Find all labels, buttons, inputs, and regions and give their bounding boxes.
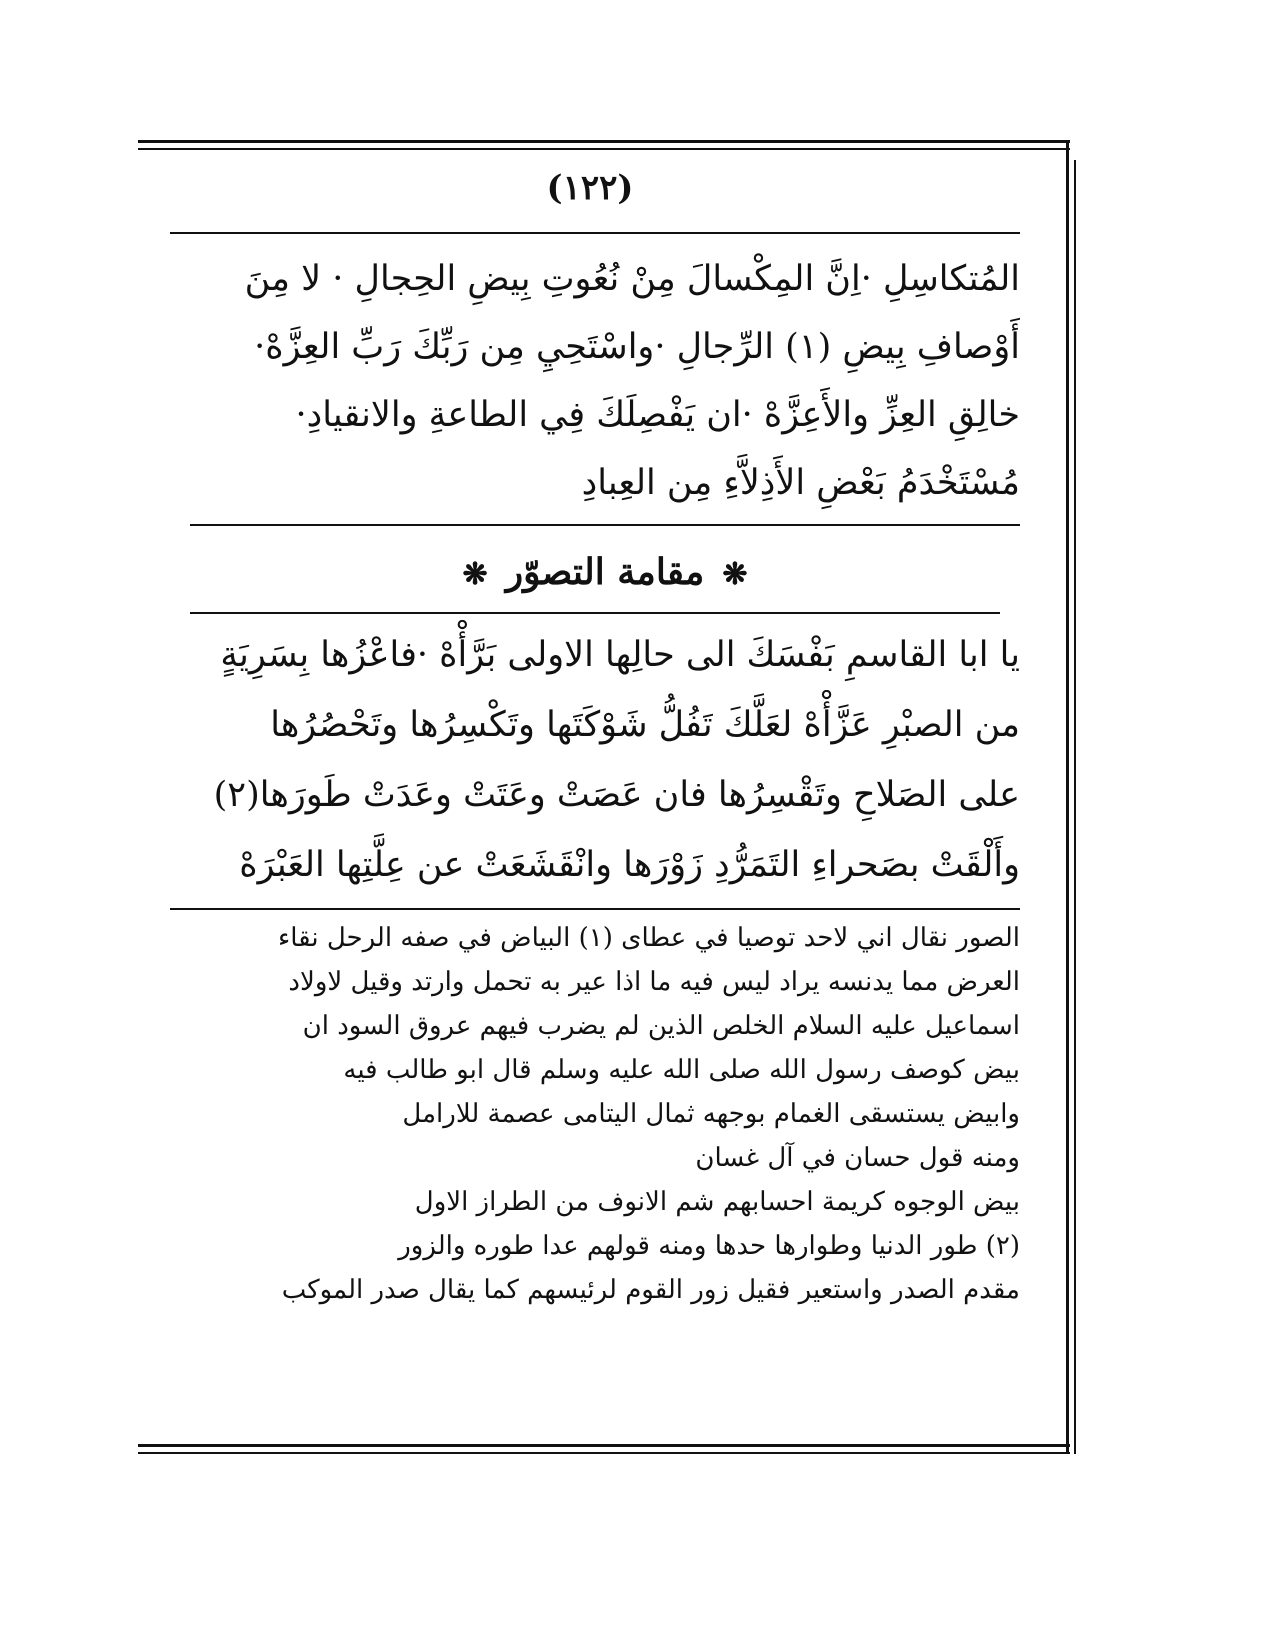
footnote-line: بيض كوصف رسول الله صلى الله عليه وسلم قال ابو طالب فيه <box>343 1055 1020 1085</box>
footnote-verse-line: بيض الوجوه كريمة احسابهم شم الانوف من الطراز الاول <box>414 1187 1020 1217</box>
section-divider-top <box>190 524 1020 526</box>
body-text <box>168 620 1020 900</box>
footnotes <box>168 916 1020 1312</box>
text-line: المُتكاسِلِ ·اِنَّ المِكْسالَ مِنْ نُعُوتِ بِيضِ الحِجالِ · لا مِنَ <box>244 259 1020 299</box>
ornament-icon: ❋ <box>462 557 488 592</box>
ornament-icon: ❋ <box>722 557 748 592</box>
footnote-line: (٢) طور الدنيا وطوارها حدها ومنه قولهم عدا طوره والزور <box>398 1231 1020 1261</box>
footnote-divider <box>170 908 1020 910</box>
frame-right-rule <box>1066 140 1069 1454</box>
section-title <box>190 540 1020 604</box>
footnote-line: مقدم الصدر واستعير فقيل زور القوم لرئيسهم كما يقال صدر الموكب <box>281 1275 1020 1305</box>
text-line: من الصبْرِ عَزَّأْهْ لعَلَّكَ تَفُلُّ شَوْكَتَها وتَكْسِرُها وتَحْصُرُها <box>270 705 1020 745</box>
header-divider <box>170 232 1020 234</box>
frame-top-rule <box>138 140 1070 143</box>
footnote-line: ومنه قول حسان في آل غسان <box>695 1143 1020 1173</box>
footnote-line: الصور نقال اني لاحد توصيا في عطاى (١) البياض في صفه الرحل نقاء <box>278 923 1020 953</box>
frame-right-rule-outer <box>1074 160 1076 1454</box>
footnote-line: العرض مما يدنسه يراد ليس فيه ما اذا عير به تحمل وارتد وقيل لاولاد <box>288 967 1020 997</box>
text-line: يا ابا القاسمِ بَفْسَكَ الى حالِها الاولى بَرَّأْهْ ·فاعْزُها بِسَرِيَةٍ <box>220 635 1020 675</box>
footnote-line: اسماعيل عليه السلام الخلص الذين لم يضرب فيهم عروق السود ان <box>302 1011 1020 1041</box>
text-line: أَوْصافِ بِيضِ (١) الرِّجالِ ·واسْتَحِيِ مِن رَبِّكَ رَبِّ العِزَّهْ· <box>254 327 1020 367</box>
frame-top-rule-inner <box>138 148 1070 150</box>
frame-bottom-rule-inner <box>138 1452 1070 1454</box>
text-line: مُسْتَخْدَمُ بَعْضِ الأَذِلاَّءِ مِن العِبادِ <box>581 463 1020 503</box>
continuation-text <box>168 245 1020 517</box>
page-number: (١٢٢) <box>546 168 634 208</box>
text-line: خالِقِ العِزِّ والأَعِزَّهْ ·ان يَفْصِلَكَ فِي الطاعةِ والانقيادِ· <box>295 395 1020 435</box>
section-divider-bottom <box>190 612 1000 614</box>
footnote-verse-line: وابيض يستسقى الغمام بوجهه ثمال اليتامى عصمة للارامل <box>402 1099 1020 1129</box>
text-line: وأَلْقَتْ بصَحراءِ التَمَرُّدِ زَوْرَها وانْقَشَعَتْ عن عِلَّتِها العَبْرَهْ <box>239 845 1020 885</box>
text-line: على الصَلاحِ وتَقْسِرُها فان عَصَتْ وعَتَتْ وعَدَتْ طَورَها(٢) <box>213 775 1020 815</box>
frame-bottom-rule <box>138 1444 1070 1447</box>
section-title-text: مقامة التصوّر <box>505 551 705 593</box>
